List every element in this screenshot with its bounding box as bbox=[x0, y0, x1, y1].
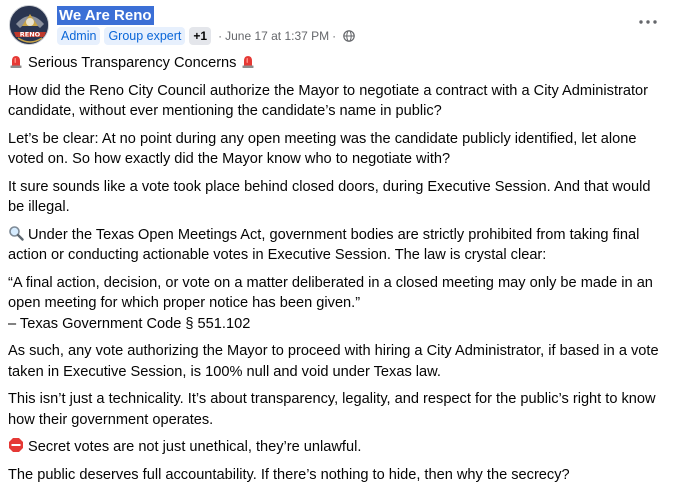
quote-block bbox=[8, 273, 668, 335]
more-options-icon bbox=[639, 20, 657, 24]
group-avatar[interactable] bbox=[9, 5, 49, 45]
paragraph-4-line bbox=[8, 225, 668, 266]
paragraph-3: It sure sounds like a vote took place behind closed doors, during Executive Session. And that would be illegal. bbox=[8, 178, 651, 215]
paragraph-8: The public deserves full accountability. If there’s nothing to hide, then why the secrecy? bbox=[8, 466, 570, 483]
law-citation: – Texas Government Code § 551.102 bbox=[8, 315, 251, 332]
post-timestamp[interactable]: June 17 at 1:37 PM bbox=[225, 29, 330, 43]
law-quote: “A final action, decision, or vote on a matter deliberated in a closed meeting may only be made in an open meeting for which proper notice has been given.” bbox=[8, 274, 653, 311]
group-expert-badge[interactable]: Group expert bbox=[104, 27, 185, 45]
post-meta bbox=[57, 27, 355, 45]
paragraph-1: How did the Reno City Council authorize the Mayor to negotiate a contract with a City Administrator candidate, without ever mentioning the candidate’s name in public? bbox=[8, 82, 649, 119]
we-are-reno-logo-icon bbox=[10, 6, 49, 45]
police-light-icon-2 bbox=[240, 53, 256, 69]
police-light-icon bbox=[8, 53, 24, 69]
separator-dot-2: · bbox=[332, 29, 337, 43]
post-title-line bbox=[8, 53, 668, 74]
post-body bbox=[8, 53, 668, 492]
avatar-text: RENO bbox=[19, 30, 41, 39]
magnifying-glass-icon bbox=[8, 225, 24, 241]
stop-sign-icon bbox=[8, 437, 24, 453]
paragraph-7: Secret votes are not just unethical, they’re unlawful. bbox=[28, 439, 362, 455]
more-badges-count[interactable]: +1 bbox=[189, 27, 211, 45]
paragraph-7-line bbox=[8, 437, 668, 458]
admin-badge[interactable]: Admin bbox=[57, 27, 100, 45]
paragraph-6: This isn’t just a technicality. It’s about transparency, legality, and respect for the public’s right to know how their government operates. bbox=[8, 391, 656, 428]
separator-dot: · bbox=[218, 29, 223, 43]
globe-icon[interactable] bbox=[343, 30, 355, 42]
author-name[interactable]: We Are Reno bbox=[59, 7, 152, 24]
paragraph-2: Let’s be clear: At no point during any open meeting was the candidate publicly identified, let alone voted on. So how exactly did the Mayor know who to negotiate with? bbox=[8, 130, 637, 167]
paragraph-4: Under the Texas Open Meetings Act, government bodies are strictly prohibited from taking final action or conducting actionable votes in Executive Session. The law is crystal clear: bbox=[8, 226, 640, 263]
post-title: Serious Transparency Concerns bbox=[28, 55, 237, 71]
more-options-button[interactable] bbox=[634, 12, 662, 32]
paragraph-5: As such, any vote authorizing the Mayor to proceed with hiring a City Administrator, if based in a vote taken in Executive Session, is 100% null and void under Texas law. bbox=[8, 343, 659, 380]
